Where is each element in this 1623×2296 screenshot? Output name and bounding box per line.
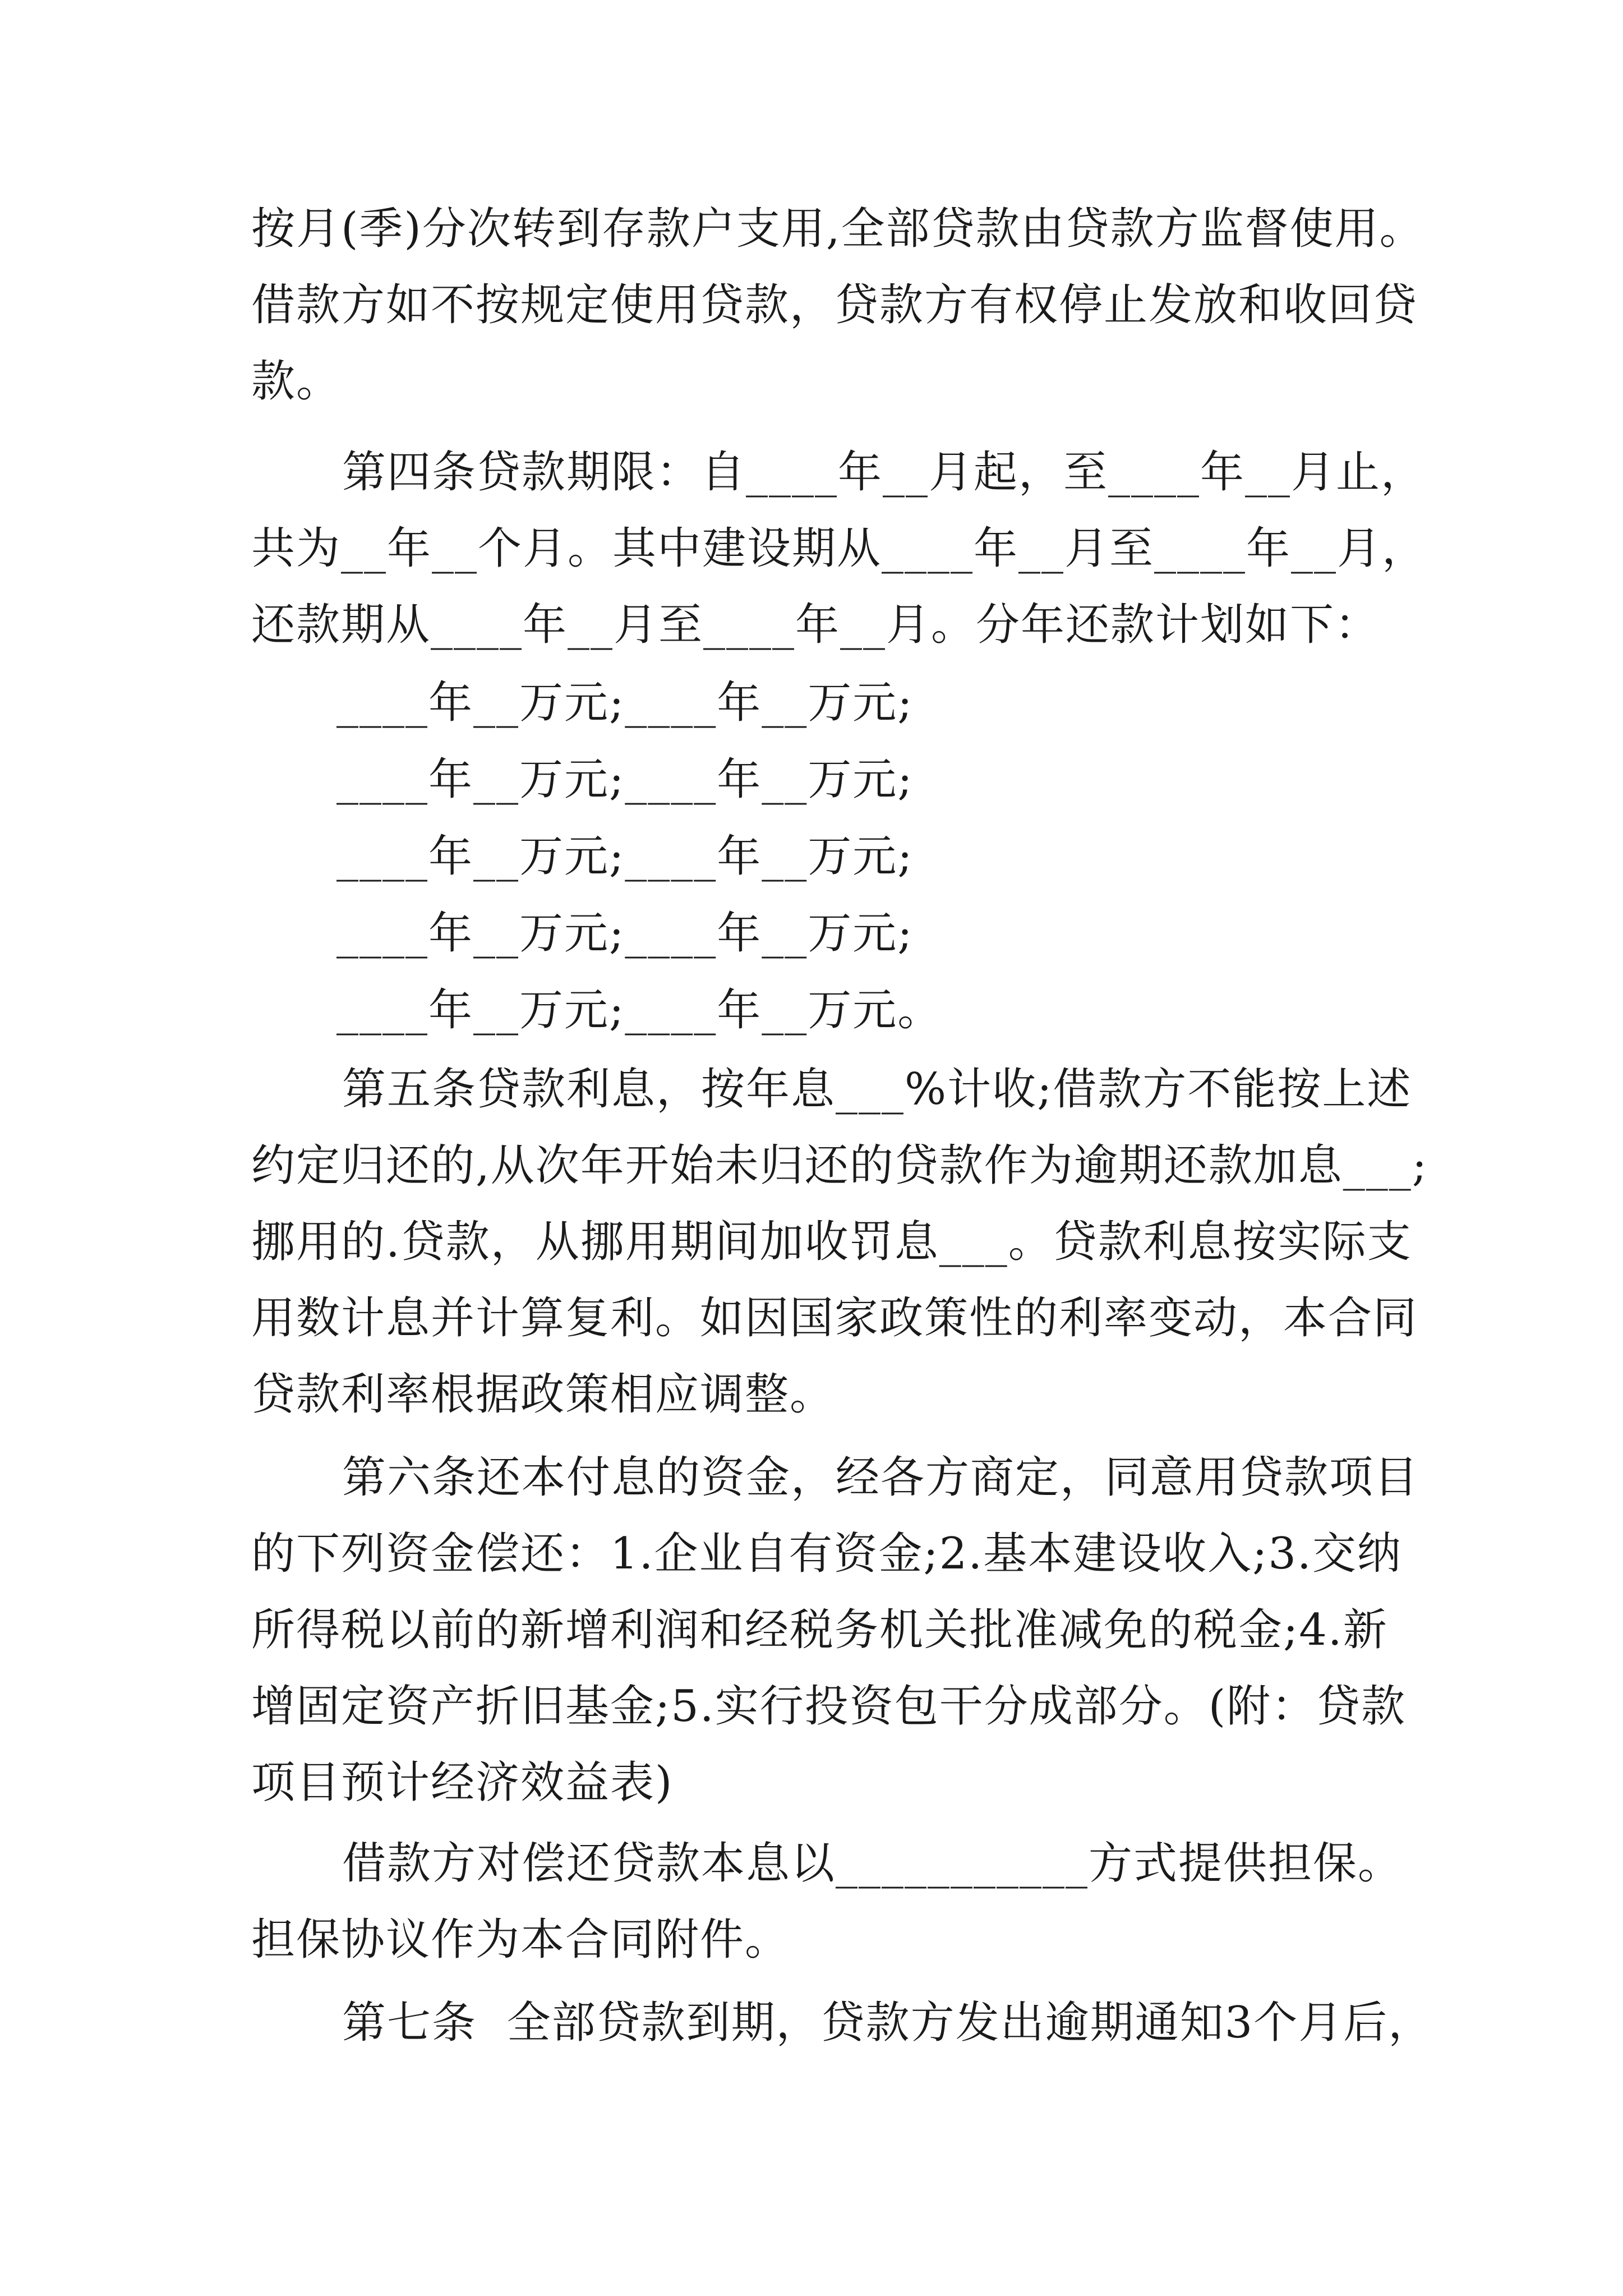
text-line: 用数计息并计算复利。如因国家政策性的利率变动，本合同 xyxy=(251,1293,1418,1343)
text-line: 挪用的.贷款，从挪用期间加收罚息___。贷款利息按实际支 xyxy=(251,1217,1412,1267)
text-line: 借款方如不按规定使用贷款，贷款方有权停止发放和收回贷 xyxy=(251,280,1418,330)
text-line: 借款方对偿还贷款本息以___________方式提供担保。 xyxy=(342,1838,1403,1889)
text-line: ____年__万元;____年__万元; xyxy=(336,678,914,728)
text-line: 第五条贷款利息，按年息___%计收;借款方不能按上述 xyxy=(342,1064,1412,1115)
text-line: 第四条贷款期限：自____年__月起，至____年__月止， xyxy=(342,447,1426,498)
text-line: 约定归还的,从次年开始未归还的贷款作为逾期还款加息___; xyxy=(251,1140,1428,1191)
text-line: ____年__万元;____年__万元; xyxy=(336,754,914,805)
text-line: 所得税以前的新增利润和经税务机关批准减免的税金;4.新 xyxy=(251,1605,1388,1655)
text-line: 按月(季)分次转到存款户支用,全部贷款由贷款方监督使用。 xyxy=(251,204,1424,254)
text-line: 共为__年__个月。其中建设期从____年__月至____年__月， xyxy=(251,523,1427,574)
text-line: 第七条 全部贷款到期，贷款方发出逾期通知3个月后， xyxy=(342,1998,1433,2048)
text-line: 款。 xyxy=(251,356,342,407)
text-line: ____年__万元;____年__万元; xyxy=(336,831,914,882)
text-line: 第六条还本付息的资金，经各方商定，同意用贷款项目 xyxy=(342,1452,1419,1503)
text-line: ____年__万元;____年__万元。 xyxy=(336,985,943,1036)
text-line: 项目预计经济效益表) xyxy=(251,1757,674,1808)
text-line: 还款期从____年__月至____年__月。分年还款计划如下： xyxy=(251,600,1380,650)
text-line: 贷款利率根据政策相应调整。 xyxy=(251,1369,835,1420)
text-line: 增固定资产折旧基金;5.实行投资包干分成部分。(附：贷款 xyxy=(251,1681,1407,1732)
text-line: 担保协议作为本合同附件。 xyxy=(251,1915,790,1965)
text-line: 的下列资金偿还：1.企业自有资金;2.基本建设收入;3.交纳 xyxy=(251,1529,1402,1579)
text-line: ____年__万元;____年__万元; xyxy=(336,908,914,959)
